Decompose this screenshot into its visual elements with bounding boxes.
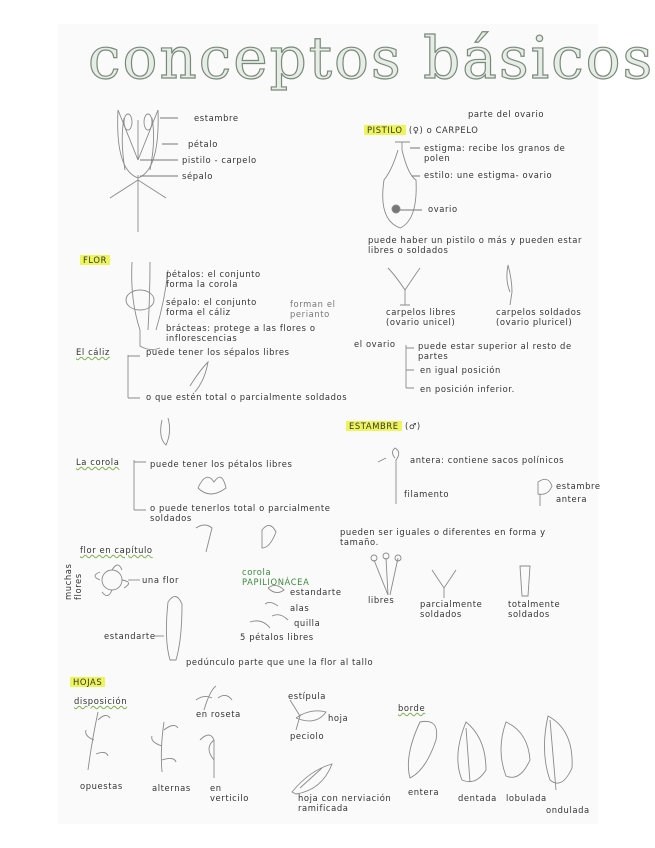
hojas-alternas: alternas (152, 783, 191, 793)
flower-diagram-main (110, 110, 178, 232)
papilionacea-petalos: 5 pétalos libres (240, 632, 314, 642)
carpelos-libres: carpelos libres (ovario unicel) (386, 307, 456, 327)
estambre-filamento: filamento (404, 489, 450, 499)
sepal-drawing-1 (190, 362, 208, 392)
leaf-entera-drawing (408, 721, 436, 778)
leaf-dentada-drawing (458, 722, 486, 782)
pistilo-header: PISTILO (364, 125, 406, 135)
estambre-part-1: estambre (556, 481, 601, 491)
capitulo-estandarte: estandarte (104, 631, 156, 641)
flor-forman: forman el perianto (290, 299, 336, 319)
carpel-libres-drawing (388, 268, 420, 305)
sepal-drawing-2 (161, 418, 170, 445)
hojas-lobulada: lobulada (506, 793, 547, 803)
stipule-drawing (290, 700, 326, 730)
ovario-igual: en igual posición (420, 365, 501, 375)
pistilo-estigma: estigma: recibe los granos de polen (424, 143, 566, 163)
pistil-diagram (383, 142, 422, 228)
petal-drawing-2 (196, 525, 212, 552)
estambre-antera: antera: contiene sacos polínicos (410, 455, 565, 465)
hojas-entera: entera (408, 787, 440, 797)
flor-petalos: pétalos: el conjunto forma la corola (166, 269, 261, 289)
estambre-libres: libres (368, 595, 395, 605)
leaf-lobulada-drawing (501, 722, 530, 777)
leaves-opuestas-drawing (86, 712, 110, 770)
papilionacea-drawing (250, 585, 288, 628)
hojas-hoja: hoja (328, 713, 349, 723)
stamens-parcial-drawing (432, 570, 456, 598)
hojas-nervacion: hoja con nerviación ramificada (298, 793, 392, 813)
hojas-ondulada: ondulada (546, 805, 590, 815)
hojas-header: HOJAS (70, 677, 105, 687)
hojas-opuestas: opuestas (80, 781, 123, 791)
capitulo-una: una flor (142, 575, 180, 585)
hojas-estipula: estípula (288, 691, 327, 701)
estambre-part-2: antera (556, 494, 588, 504)
caliz-label: El cáliz (76, 347, 110, 357)
estambre-symbol: (♂) (404, 421, 421, 431)
papilionacea-alas: alas (290, 603, 310, 613)
estambre-total: totalmente soldados (508, 599, 561, 619)
peduncle-drawing (166, 596, 182, 660)
flor-bracteas: brácteas: protege a las flores o inflorescencias (166, 323, 316, 343)
hojas-verticilo: en verticilo (210, 783, 249, 803)
hojas-disposicion: disposición (74, 696, 128, 706)
corola-libres: puede tener los pétalos libres (150, 459, 293, 469)
label-petalo: pétalo (188, 139, 218, 149)
petal-drawing-1 (198, 477, 226, 494)
caliz-soldados: o que estén total o parcialmente soldados (146, 392, 348, 402)
pistilo-ovario: ovario (428, 204, 458, 214)
papilionacea-estandarte: estandarte (290, 587, 342, 597)
pistilo-symbol: (♀) o CARPELO (408, 125, 479, 135)
capitulo-label: flor en capítulo (80, 545, 153, 555)
leaves-alternas-drawing (152, 722, 178, 772)
estambre-parcial: parcialmente soldados (420, 599, 483, 619)
label-sepalo: sépalo (182, 171, 214, 181)
ovario-superior: puede estar superior al resto de partes (418, 341, 572, 361)
leaf-ondulada-drawing (544, 716, 572, 790)
pistilo-estilo: estilo: une estigma- ovario (424, 170, 553, 180)
stamens-libres-drawing (374, 558, 398, 595)
label-pistilo: pistilo - carpelo (182, 155, 257, 165)
capitulo-side: muchas flores (63, 563, 83, 600)
ovario-inferior: en posición inferior. (420, 384, 515, 394)
caliz-libres: puede tener los sépalos libres (146, 347, 290, 357)
hojas-borde: borde (398, 703, 426, 713)
label-estambre: estambre (194, 113, 239, 123)
pistilo-note: parte del ovario (468, 109, 545, 119)
pedunculo-note: pedúnculo parte que une la flor al tallo (186, 657, 374, 667)
leaf-nervation-drawing (292, 764, 332, 794)
papilionacea-quilla: quilla (294, 618, 321, 628)
ovario-label: el ovario (354, 339, 396, 349)
estambre-header: ESTAMBRE (346, 421, 402, 431)
flor-header: FLOR (80, 255, 110, 265)
corola-label: La corola (76, 457, 120, 467)
stamens-total-drawing (520, 566, 530, 596)
hojas-roseta: en roseta (196, 709, 241, 719)
petal-drawing-3 (262, 525, 276, 548)
flower-bud-drawing (126, 262, 168, 350)
corola-soldados: o puede tenerlos total o parcialmente soldados (150, 503, 331, 523)
papilionacea-title: corola PAPILIONÁCEA (242, 567, 310, 587)
leaves-roseta-drawing (196, 686, 232, 710)
carpelos-soldados: carpelos soldados (ovario pluricel) (496, 307, 582, 327)
leaves-verticilo-drawing (200, 735, 214, 778)
flor-sepalo: sépalo: el conjunto forma el cáliz (166, 297, 257, 317)
page-title: conceptos básicos (88, 24, 655, 92)
capitulo-drawing (95, 565, 140, 596)
pistilo-puede: puede haber un pistilo o más y pueden estar libres o soldados (368, 235, 583, 255)
hojas-dentada: dentada (458, 793, 497, 803)
carpel-soldados-drawing (507, 265, 512, 305)
estambre-pueden: pueden ser iguales o diferentes en forma y tamaño. (340, 527, 546, 547)
stamen-drawing (393, 448, 399, 504)
hojas-peciolo: peciolo (290, 731, 325, 741)
anther-drawing (538, 479, 552, 506)
